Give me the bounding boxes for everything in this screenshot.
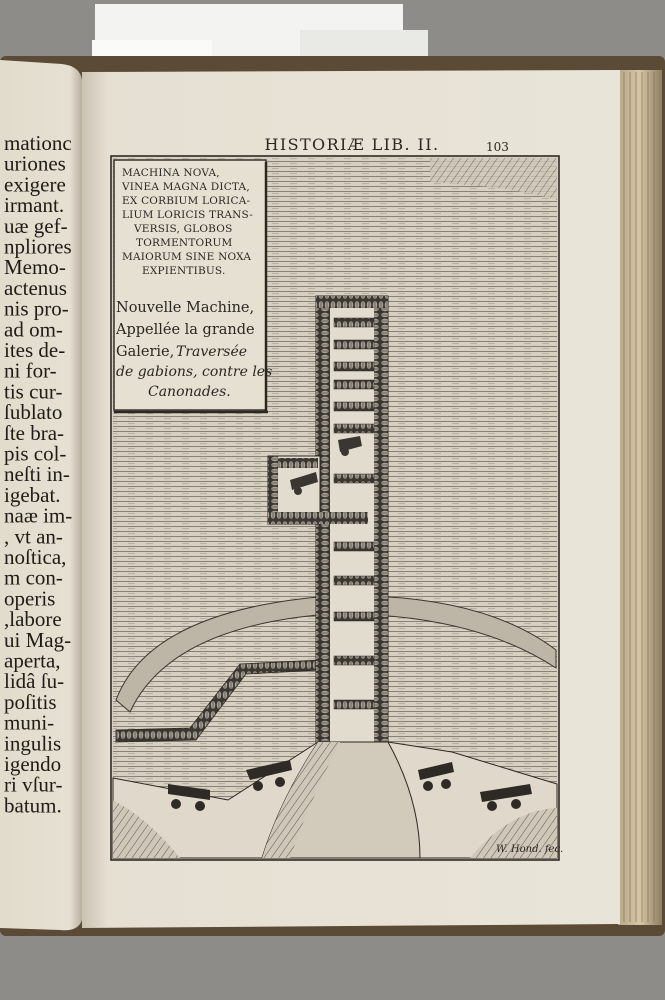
left-page-line: ingulis <box>4 731 62 756</box>
left-page-line: actenus <box>4 275 67 300</box>
left-page-line: lidâ ſu- <box>4 669 65 694</box>
left-page-line: muni- <box>4 710 55 735</box>
left-page-line: ,labore <box>4 607 62 632</box>
svg-text:de gabions, contre les: de gabions, contre les <box>116 364 273 380</box>
svg-text:LIUM LORICIS TRANS-: LIUM LORICIS TRANS- <box>122 209 254 221</box>
svg-text:TORMENTORUM: TORMENTORUM <box>136 237 233 249</box>
left-page-line: ri vſur- <box>4 772 63 797</box>
svg-text:Galerie,: Galerie, <box>116 344 175 360</box>
svg-text:EXPIENTIBUS.: EXPIENTIBUS. <box>142 265 226 277</box>
svg-text:Appellée la grande: Appellée la grande <box>116 322 255 338</box>
left-page-line: operis <box>4 586 56 611</box>
left-page-line: ui Mag- <box>4 627 72 652</box>
left-page-line: igebat. <box>4 482 61 507</box>
left-page-line: , vt an- <box>4 524 63 549</box>
left-page-line: mationc <box>4 131 72 155</box>
svg-text:MAIORUM SINE NOXA: MAIORUM SINE NOXA <box>122 251 252 263</box>
left-page-line: ni for- <box>4 358 57 383</box>
left-page-line: npliores <box>4 234 72 259</box>
svg-text:MACHINA NOVA,: MACHINA NOVA, <box>122 167 220 179</box>
svg-text:EX CORBIUM LORICA-: EX CORBIUM LORICA- <box>122 195 251 207</box>
left-page-line: ad om- <box>4 317 63 342</box>
svg-text:Canonades.: Canonades. <box>148 384 231 400</box>
page-number: 103 <box>486 140 509 154</box>
engraver-signature: W. Hond. fec. <box>496 844 564 855</box>
left-page-line: m con- <box>4 565 63 590</box>
left-page-line: Memo- <box>4 255 66 280</box>
left-page-line: ſte bra- <box>4 420 65 445</box>
left-page-line: exigere <box>4 172 66 197</box>
left-page-line: tis cur- <box>4 379 63 404</box>
engraving-plate <box>111 156 563 860</box>
left-page-line: uriones <box>4 151 66 176</box>
left-page-line: ites de- <box>4 338 66 362</box>
left-page-line: irmant. <box>4 193 65 218</box>
left-page-line: naæ im- <box>4 503 73 528</box>
left-page-line: pis col- <box>4 441 67 466</box>
svg-text:VERSIS, GLOBOS: VERSIS, GLOBOS <box>134 223 233 235</box>
left-page-line: nis pro- <box>4 296 69 321</box>
running-head: HISTORIÆ LIB. II. <box>264 135 440 154</box>
left-page-line: aperta, <box>4 648 61 673</box>
left-page-line: neſti in- <box>4 462 70 487</box>
left-page-line: uæ gef- <box>4 213 68 238</box>
svg-text:Traversée: Traversée <box>176 344 248 360</box>
left-page-line: ſublato <box>4 400 63 425</box>
left-page-line: poſitis <box>4 689 57 714</box>
svg-text:Nouvelle Machine,: Nouvelle Machine, <box>116 300 255 316</box>
left-page-line: igendo <box>4 752 62 776</box>
page-edges <box>618 70 662 925</box>
svg-text:VINEA MAGNA DICTA,: VINEA MAGNA DICTA, <box>122 181 250 193</box>
left-page-line: noſtica, <box>4 545 67 569</box>
left-page-line: batum. <box>4 793 62 818</box>
